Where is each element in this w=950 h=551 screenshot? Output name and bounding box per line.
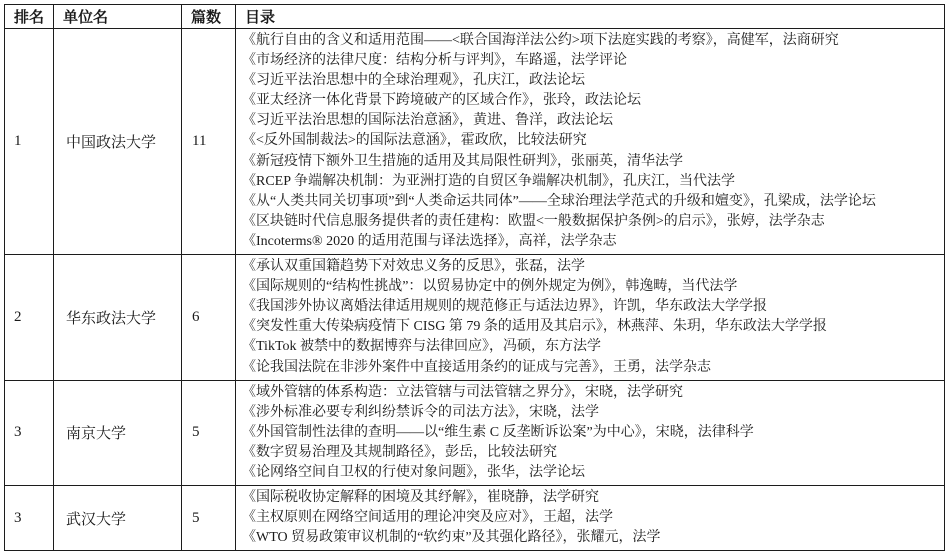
document-page — [4, 4, 945, 551]
catalog-entry: 《航行自由的含义和适用范围——<联合国海洋法公约>项下法庭实践的考察》，高健军，法商研究 — [242, 33, 839, 48]
catalog-entry: 《新冠疫情下额外卫生措施的适用及其局限性研判》，张丽英，清华法学 — [242, 153, 683, 169]
catalog-entry: 《外国管制性法律的查明——以“维生素 C 反垄断诉讼案”为中心》，宋晓，法律科学 — [242, 424, 754, 440]
catalog-cell — [236, 486, 945, 551]
count-cell: 6 — [182, 255, 236, 381]
rank-cell: 1 — [5, 29, 54, 255]
catalog-entry: 《承认双重国籍趋势下对效忠义务的反思》，张磊，法学 — [242, 259, 585, 275]
catalog-cell — [236, 255, 945, 381]
header-rank: 排名 — [5, 5, 54, 29]
catalog-entry: 《突发性重大传染病疫情下 CISG 第 79 条的适用及其启示》，林燕萍、朱玥，华东政法大学学报 — [242, 319, 827, 335]
table-row — [5, 486, 945, 551]
catalog-entry: 《论我国法院在非涉外案件中直接适用条约的证成与完善》，王勇，法学杂志 — [242, 359, 711, 375]
catalog-cell — [236, 29, 945, 255]
header-catalog: 目录 — [236, 5, 945, 29]
unit-cell: 南京大学 — [54, 380, 182, 485]
rank-cell: 3 — [5, 486, 54, 551]
ranking-table — [4, 4, 945, 551]
unit-cell: 华东政法大学 — [54, 255, 182, 381]
catalog-entry: 《涉外标准必要专利纠纷禁诉令的司法方法》，宋晓，法学 — [242, 404, 599, 420]
unit-cell: 中国政法大学 — [54, 29, 182, 255]
table-row — [5, 29, 945, 255]
catalog-entry: 《<反外国制裁法>的国际法意涵》，霍政欣，比较法研究 — [242, 133, 587, 149]
catalog-entry: 《Incoterms® 2020 的适用范围与译法选择》，高祥，法学杂志 — [242, 233, 617, 249]
catalog-entry: 《亚太经济一体化背景下跨境破产的区域合作》，张玲，政法论坛 — [242, 93, 641, 109]
header-row — [5, 5, 945, 29]
catalog-entry: 《从“人类共同关切事项”到“人类命运共同体”——全球治理法学范式的升级和嬗变》，孔梁成，法学论坛 — [242, 193, 876, 209]
catalog-entry: 《主权原则在网络空间适用的理论冲突及应对》，王超，法学 — [242, 510, 613, 526]
catalog-entry: 《习近平法治思想中的全球治理观》，孔庆江，政法论坛 — [242, 73, 585, 89]
unit-cell: 武汉大学 — [54, 486, 182, 551]
catalog-entry: 《我国涉外协议离婚法律适用规则的规范修正与适法边界》，许凯，华东政法大学学报 — [242, 299, 767, 315]
count-cell: 5 — [182, 486, 236, 551]
catalog-cell — [236, 380, 945, 485]
catalog-entry: 《RCEP 争端解决机制：为亚洲打造的自贸区争端解决机制》，孔庆江，当代法学 — [242, 173, 735, 189]
catalog-entry: 《习近平法治思想的国际法治意涵》，黄进、鲁洋，政法论坛 — [242, 113, 613, 129]
header-unit: 单位名 — [54, 5, 182, 29]
count-cell: 11 — [182, 29, 236, 255]
catalog-entry: 《域外管辖的体系构造：立法管辖与司法管辖之界分》，宋晓，法学研究 — [242, 384, 683, 400]
catalog-entry: 《论网络空间自卫权的行使对象问题》，张华，法学论坛 — [242, 464, 585, 480]
catalog-entry: 《市场经济的法律尺度：结构分析与评判》，车路遥，法学评论 — [242, 53, 627, 69]
count-cell: 5 — [182, 380, 236, 485]
catalog-entry: 《TikTok 被禁中的数据博弈与法律回应》，冯硕，东方法学 — [242, 339, 602, 355]
header-count: 篇数 — [182, 5, 236, 29]
catalog-entry: 《国际税收协定解释的困境及其纾解》，崔晓静，法学研究 — [242, 490, 599, 506]
catalog-entry: 《数字贸易治理及其规制路径》，彭岳，比较法研究 — [242, 444, 557, 460]
catalog-entry: 《国际规则的“结构性挑战”：以贸易协定中的例外规定为例》，韩逸畴，当代法学 — [242, 279, 738, 295]
catalog-entry: 《区块链时代信息服务提供者的责任建构：欧盟<一般数据保护条例>的启示》，张婷，法学杂志 — [242, 213, 825, 229]
table-row — [5, 255, 945, 381]
rank-cell: 2 — [5, 255, 54, 381]
table-row — [5, 380, 945, 485]
catalog-entry: 《WTO 贸易政策审议机制的“软约束”及其强化路径》，张耀元，法学 — [242, 530, 661, 546]
rank-cell: 3 — [5, 380, 54, 485]
